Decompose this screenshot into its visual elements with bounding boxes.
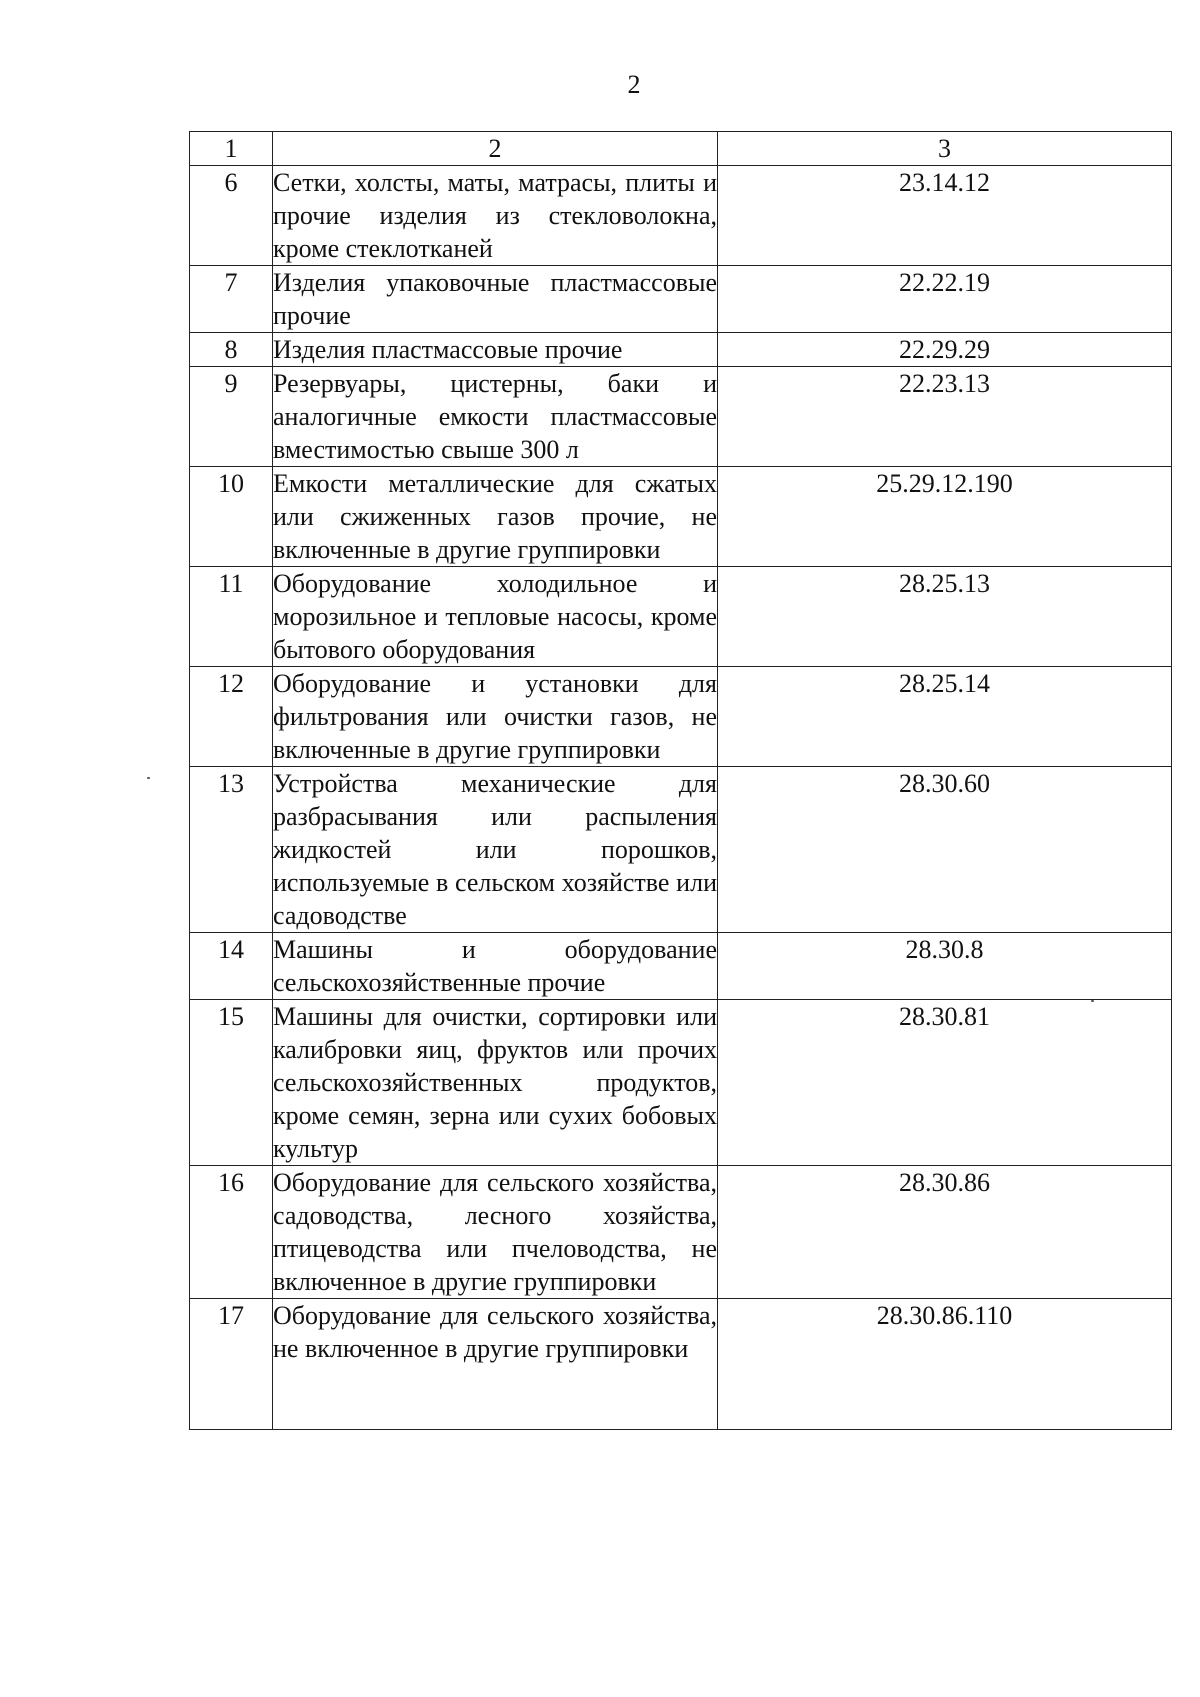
row-name: Изделия упаковочные пластмассовые прочие: [273, 266, 718, 333]
table-row: [190, 1166, 1172, 1299]
table-row: [190, 1000, 1172, 1166]
row-number: 16: [190, 1166, 273, 1299]
column-header-name: 2: [273, 132, 718, 166]
table-row: [190, 767, 1172, 933]
row-code: 22.29.29: [718, 333, 1172, 367]
table-row: [190, 367, 1172, 467]
row-name: Оборудование для сельского хозяйства, садоводства, лесного хозяйства, птицеводства или пчеловодства, не включенное в другие группировки: [273, 1166, 718, 1299]
table-row: [190, 166, 1172, 266]
row-number: 7: [190, 266, 273, 333]
row-code: 22.22.19: [718, 266, 1172, 333]
row-name: Оборудование для сельского хозяйства, не включенное в другие группировки: [273, 1299, 718, 1430]
row-name: Машины для очистки, сортировки или калибровки яиц, фруктов или прочих сельскохозяйственных продуктов, кроме семян, зерна или сухих бобовых культур: [273, 1000, 718, 1166]
table-row: [190, 266, 1172, 333]
table-row: [190, 567, 1172, 667]
row-code: 28.30.60: [718, 767, 1172, 933]
table-row: [190, 467, 1172, 567]
row-number: 11: [190, 567, 273, 667]
row-code: 28.30.81: [718, 1000, 1172, 1166]
table-row: [190, 667, 1172, 767]
row-code: 28.30.86.110: [718, 1299, 1172, 1430]
row-name: Изделия пластмассовые прочие: [273, 333, 718, 367]
table-row: [190, 933, 1172, 1000]
row-number: 9: [190, 367, 273, 467]
column-header-number: 1: [190, 132, 273, 166]
row-name: Машины и оборудование сельскохозяйственные прочие: [273, 933, 718, 1000]
row-number: 10: [190, 467, 273, 567]
row-number: 14: [190, 933, 273, 1000]
classification-table: [189, 131, 1172, 1430]
row-number: 15: [190, 1000, 273, 1166]
row-number: 8: [190, 333, 273, 367]
row-code: 22.23.13: [718, 367, 1172, 467]
row-code: 23.14.12: [718, 166, 1172, 266]
row-name: Резервуары, цистерны, баки и аналогичные емкости пластмассовые вместимостью свыше 300 л: [273, 367, 718, 467]
row-code: 28.25.14: [718, 667, 1172, 767]
row-number: 12: [190, 667, 273, 767]
row-code: 28.30.8: [718, 933, 1172, 1000]
row-name: Устройства механические для разбрасывания или распыления жидкостей или порошков, используемые в сельском хозяйстве или садоводстве: [273, 767, 718, 933]
column-header-code: 3: [718, 132, 1172, 166]
row-name: Оборудование и установки для фильтрования или очистки газов, не включенные в другие группировки: [273, 667, 718, 767]
scan-speck: [147, 777, 150, 779]
row-name: Сетки, холсты, маты, матрасы, плиты и прочие изделия из стекловолокна, кроме стеклотканей: [273, 166, 718, 266]
row-number: 13: [190, 767, 273, 933]
row-name: Оборудование холодильное и морозильное и тепловые насосы, кроме бытового оборудования: [273, 567, 718, 667]
row-code: 28.25.13: [718, 567, 1172, 667]
row-code: 28.30.86: [718, 1166, 1172, 1299]
table-row: [190, 1299, 1172, 1430]
row-number: 17: [190, 1299, 273, 1430]
row-number: 6: [190, 166, 273, 266]
row-name: Емкости металлические для сжатых или сжиженных газов прочие, не включенные в другие группировки: [273, 467, 718, 567]
row-code: 25.29.12.190: [718, 467, 1172, 567]
table-header-row: [190, 132, 1172, 166]
table-row: [190, 333, 1172, 367]
page-number: 2: [627, 70, 641, 99]
